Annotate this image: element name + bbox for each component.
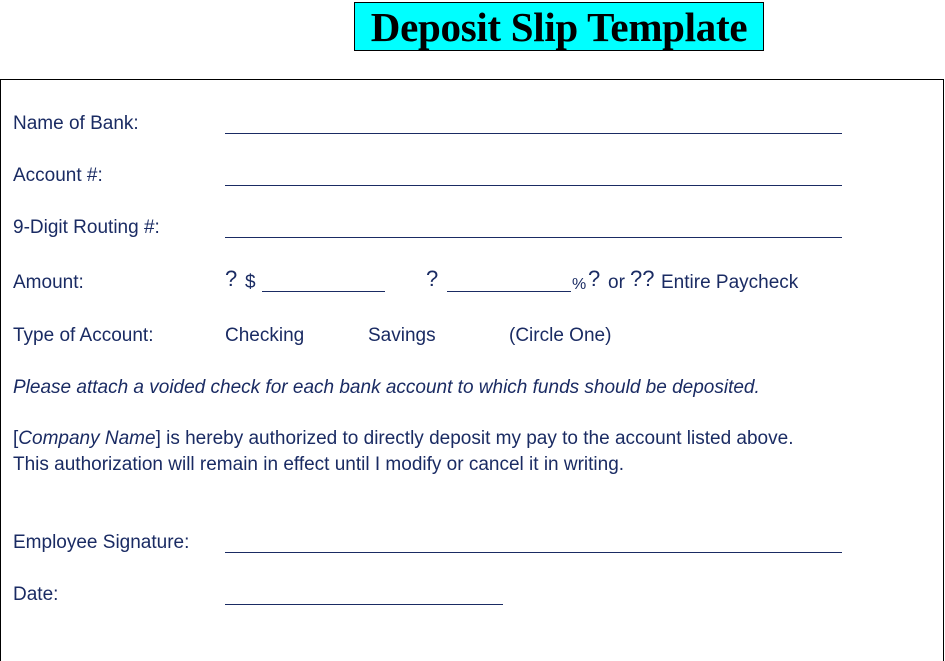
signature-label: Employee Signature: bbox=[13, 532, 190, 553]
voided-check-note: Please attach a voided check for each bank account to which funds should be deposited. bbox=[13, 377, 760, 398]
routing-number-field[interactable] bbox=[225, 237, 842, 238]
amount-label: Amount: bbox=[13, 272, 84, 293]
account-number-label: Account #: bbox=[13, 165, 103, 186]
account-number-field[interactable] bbox=[225, 185, 842, 186]
percent-sign: % bbox=[572, 276, 587, 293]
auth-text: ] is hereby authorized to directly deposit my pay to the account listed above. bbox=[155, 428, 794, 449]
authorization-line-1 bbox=[13, 428, 793, 450]
dollar-amount-field[interactable] bbox=[262, 291, 385, 292]
dollar-checkbox[interactable]: ? bbox=[225, 266, 238, 291]
account-type-label: Type of Account: bbox=[13, 325, 154, 346]
circle-one-hint: (Circle One) bbox=[509, 325, 612, 346]
bank-name-field[interactable] bbox=[225, 133, 842, 134]
bank-name-label: Name of Bank: bbox=[13, 113, 139, 134]
date-label: Date: bbox=[13, 584, 59, 605]
deposit-slip-form bbox=[0, 79, 944, 661]
savings-option[interactable]: Savings bbox=[368, 325, 436, 346]
checking-option[interactable]: Checking bbox=[225, 325, 305, 346]
signature-field[interactable] bbox=[225, 552, 842, 553]
date-field[interactable] bbox=[225, 604, 503, 605]
entire-paycheck-checkbox[interactable]: ?? bbox=[630, 266, 655, 291]
percent-checkbox[interactable]: ? bbox=[426, 266, 439, 291]
or-text: or bbox=[608, 272, 625, 293]
dollar-sign: $ bbox=[245, 272, 256, 293]
entire-paycheck-label: Entire Paycheck bbox=[661, 272, 799, 293]
page-title: Deposit Slip Template bbox=[354, 2, 764, 51]
percent-amount-field[interactable] bbox=[447, 291, 571, 292]
percent-unknown-glyph: ? bbox=[588, 266, 601, 291]
routing-number-label: 9-Digit Routing #: bbox=[13, 217, 160, 238]
auth-bracket-open: [ bbox=[13, 428, 19, 449]
authorization-line-2: This authorization will remain in effect until I modify or cancel it in writing. bbox=[13, 454, 625, 475]
company-name-placeholder: Company Name bbox=[18, 428, 156, 449]
